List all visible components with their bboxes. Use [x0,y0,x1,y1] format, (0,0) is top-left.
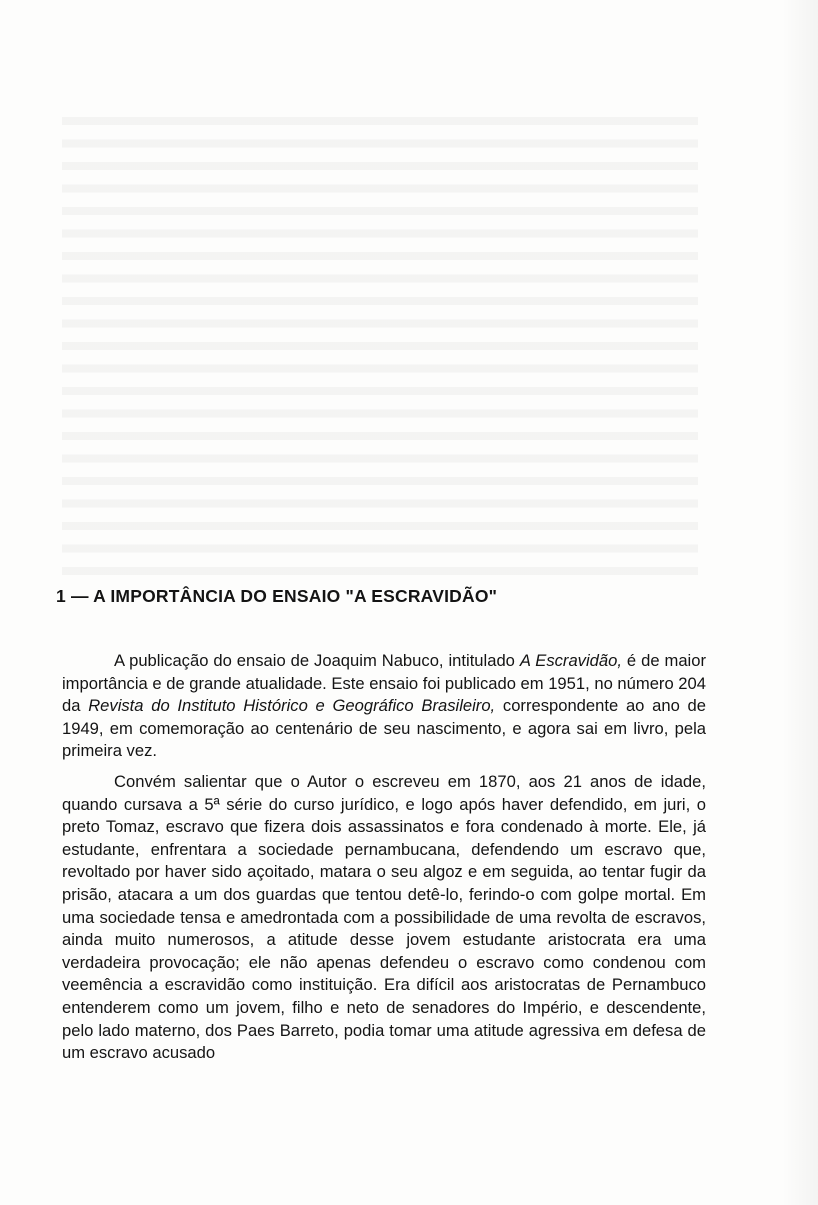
paragraph-1 [62,650,706,763]
paragraph-2: Convém salientar que o Autor o escreveu em 1870, aos 21 anos de idade, quando cursava a 5ª série do curso jurídico, e logo após haver defendido, em juri, o preto Tomaz, escravo que fizera dois assassinatos e fora condenado à morte. Ele, já estudante, enfrentara a sociedade pernambucana, defendendo um escravo que, revoltado por haver sido açoitado, matara o seu algoz e em seguida, ao tentar fugir da prisão, atacara a um dos guardas que tentou detê-lo, ferindo-o com golpe mortal. Em uma sociedade tensa e amedrontada com a possibilidade de uma revolta de escravos, ainda muito numerosos, a atitude desse jovem estudante aristocrata era uma verdadeira provocação; ele não apenas defendeu o escravo como condenou com veemência a escravidão como instituição. Era difícil aos aristocratas de Pernambuco entenderem como um jovem, filho e neto de senadores do Império, e descendente, pelo lado materno, dos Paes Barreto, podia tomar uma atitude agressiva em defesa de um escravo acusado [62,771,706,1063]
reverse-side-show-through [62,108,698,578]
section-heading: 1 — A IMPORTÂNCIA DO ENSAIO "A ESCRAVIDÃO" [56,586,498,606]
paragraph-1-text-b: é de maior importância e de grande atualidade. Este ensaio foi publicado em 1951, no número 204 da [62,651,706,716]
paragraph-1-text-c: correspondente ao ano de 1949, em comemoração ao centenário de seu nascimento, e agora sai em livro, pela primeira vez. [62,696,706,761]
body-text [62,650,706,1065]
book-title-a-escravidao: A Escravidão, [519,651,622,670]
page-edge-shadow [782,0,818,1205]
journal-title: Revista do Instituto Histórico e Geográfico Brasileiro, [88,696,496,716]
paragraph-1-text-a: A publicação do ensaio de Joaquim Nabuco, intitulado [114,651,520,670]
